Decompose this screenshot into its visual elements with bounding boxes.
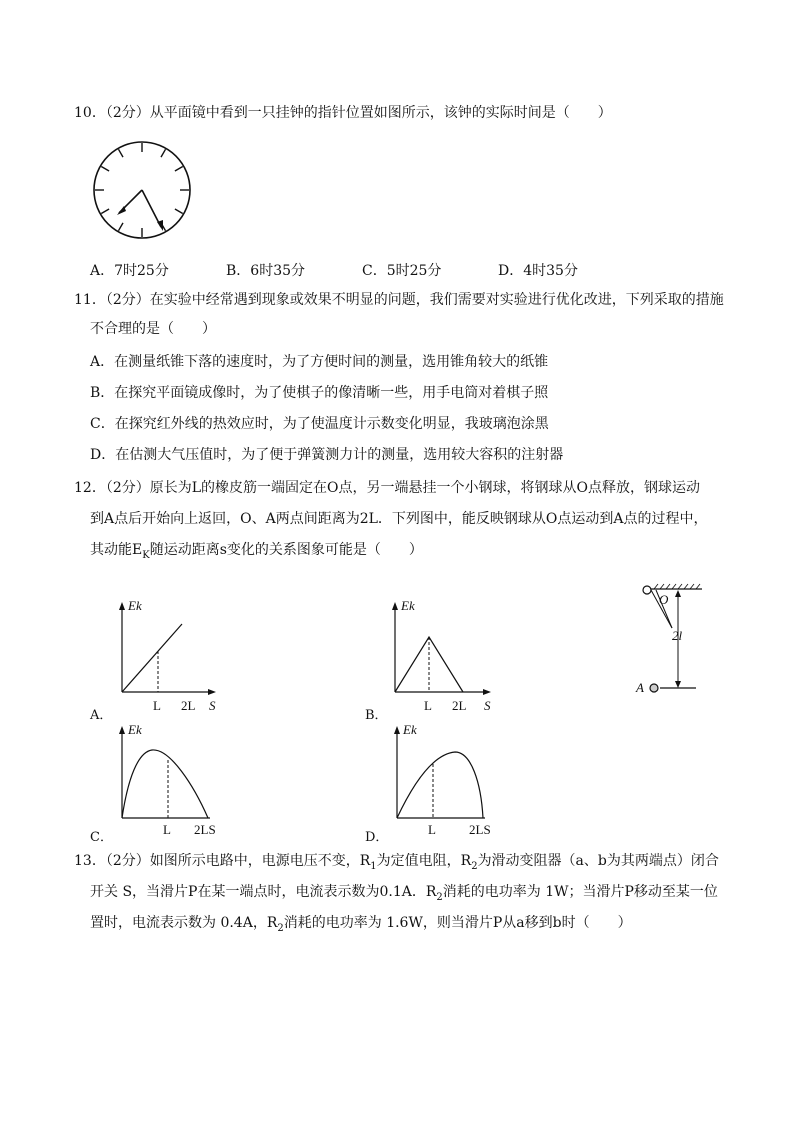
- q12-graph-a: [110, 598, 220, 713]
- q11-option-d[interactable]: D．在估测大气压值时，为了便于弹簧测力计的测量，选用较大容积的注射器: [90, 447, 564, 463]
- q13-stem-line3: 置时，电流表示数为 0.4A，$R_2$消耗的电功率为 1.6W，则当滑片P从a移到b时（ ）: [90, 915, 632, 934]
- q12-option-d[interactable]: D．: [365, 830, 389, 845]
- clock-tick: [175, 167, 183, 172]
- clock-tick: [119, 149, 124, 157]
- q10-option-c[interactable]: C．5时25分: [362, 263, 442, 279]
- clock-tick: [101, 167, 109, 172]
- q12-graph-b: [385, 598, 495, 713]
- graph-b-xlabel: S: [484, 698, 491, 713]
- clock-tick: [101, 209, 109, 214]
- q11-option-a[interactable]: A．在测量纸锥下落的速度时，为了方便时间的测量，选用锥角较大的纸锥: [90, 354, 549, 370]
- q10-stem: 10．（2分）从平面镜中看到一只挂钟的指针位置如图所示，该钟的实际时间是（ ）: [74, 105, 612, 121]
- q12-stem-line3: 其动能$E_K$随运动距离s变化的关系图象可能是（ ）: [90, 542, 423, 561]
- q10-option-b[interactable]: B．6时35分: [226, 263, 306, 279]
- diagram-point-a: A: [636, 680, 644, 695]
- q12-setup-diagram: [632, 582, 712, 702]
- graph-a-ylabel: Ek: [128, 598, 142, 613]
- graph-d-tick-l: L: [428, 822, 436, 837]
- q13-stem-line2: 开关 S，当滑片P在某一端点时，电流表示数为0.1A．$R_2$消耗的电功率为 1W；当滑片P移动至某一位: [90, 884, 718, 903]
- graph-a-xlabel: S: [209, 698, 216, 713]
- q12-stem-line1: 12．（2分）原长为L的橡皮筋一端固定在O点，另一端悬挂一个小钢球，将钢球从O点释放，钢球运动: [74, 480, 700, 496]
- q11-stem-line2: 不合理的是（ ）: [90, 321, 216, 337]
- graph-b-tick-2l: 2L: [452, 698, 467, 713]
- graph-a-tick-l: L: [153, 698, 161, 713]
- clock-tick: [161, 149, 166, 157]
- q13-stem-line1: 13．（2分）如图所示电路中，电源电压不变，$R_1$为定值电阻，$R_2$为滑动变阻器（a、b为其两端点）闭合: [74, 853, 719, 872]
- diagram-point-o: O: [659, 592, 669, 607]
- q12-graph-c: [110, 722, 220, 837]
- q12-option-c[interactable]: C．: [90, 830, 113, 845]
- diagram-distance: 2l: [672, 628, 683, 643]
- q12-option-a[interactable]: A．: [90, 708, 113, 723]
- graph-b-ylabel: Ek: [401, 598, 415, 613]
- graph-d-tick-2ls: 2LS: [469, 822, 491, 837]
- q10-option-a[interactable]: A．7时25分: [90, 263, 169, 279]
- q11-option-b[interactable]: B．在探究平面镜成像时，为了使棋子的像清晰一些，用手电筒对着棋子照: [90, 385, 549, 401]
- q12-option-b[interactable]: B．: [365, 708, 388, 723]
- q10-option-d[interactable]: D．4时35分: [498, 263, 578, 279]
- q12-stem-line2: 到A点后开始向上返回，O、A两点间距离为2L．下列图中，能反映钢球从O点运动到A点的过程中，: [90, 511, 708, 527]
- graph-c-ylabel: Ek: [128, 722, 142, 737]
- clock-tick: [119, 223, 124, 231]
- graph-c-tick-2ls: 2LS: [194, 822, 216, 837]
- graph-d-ylabel: Ek: [403, 722, 417, 737]
- graph-a-tick-2l: 2L: [181, 698, 196, 713]
- q12-graph-d: [385, 722, 495, 837]
- mirror-clock-figure: [88, 136, 198, 246]
- q11-stem-line1: 11．（2分）在实验中经常遇到现象或效果不明显的问题，我们需要对实验进行优化改进，下列采取的措施: [74, 292, 724, 308]
- graph-c-tick-l: L: [163, 822, 171, 837]
- graph-b-tick-l: L: [424, 698, 432, 713]
- q11-option-c[interactable]: C．在探究红外线的热效应时，为了使温度计示数变化明显，我玻璃泡涂黑: [90, 416, 549, 432]
- clock-tick: [175, 209, 183, 214]
